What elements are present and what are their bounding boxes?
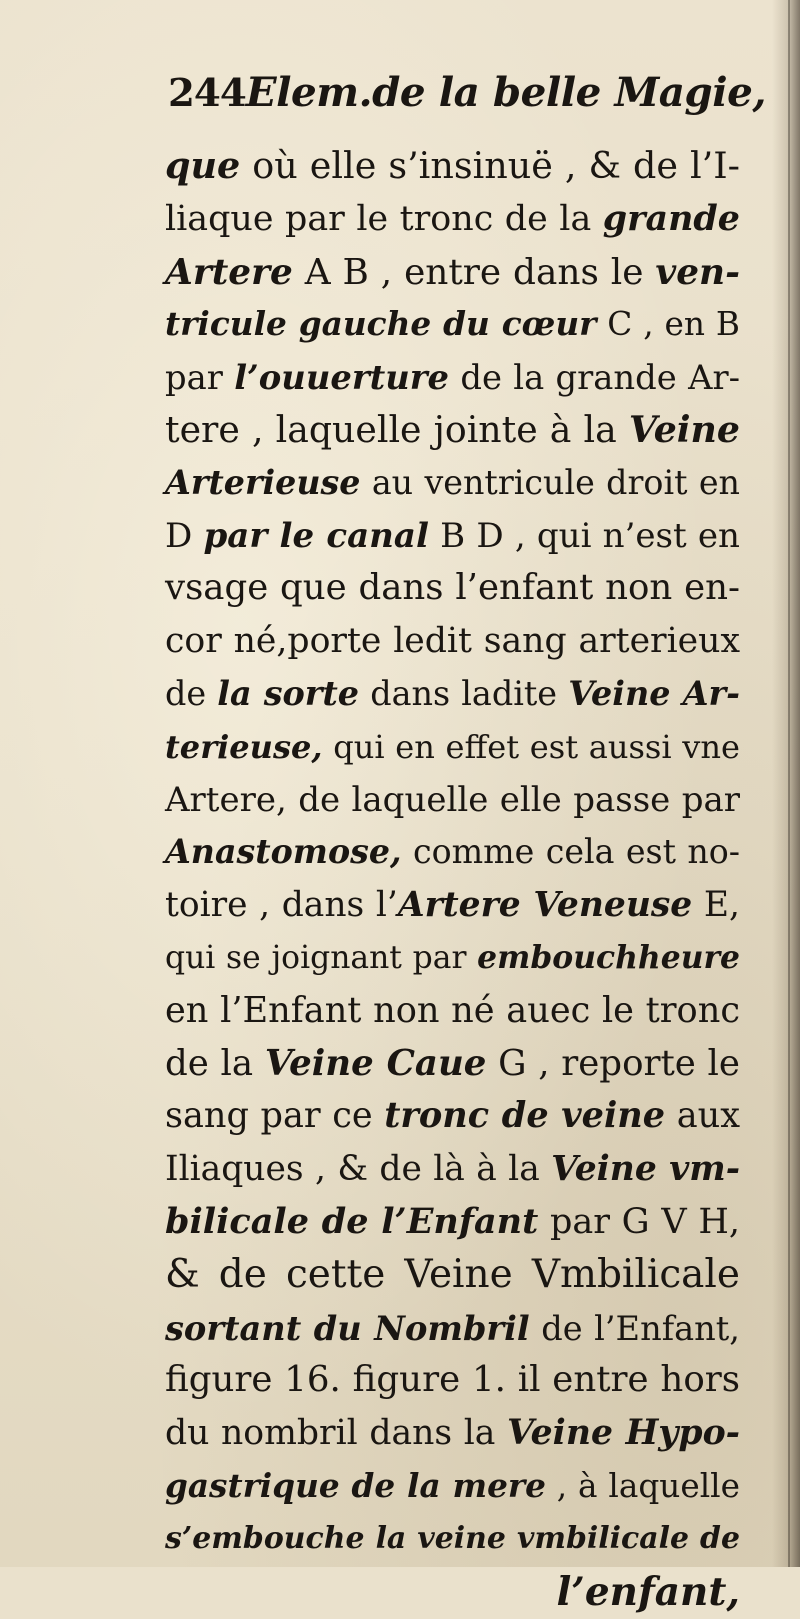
text-segment: de l’Enfant, xyxy=(529,1308,740,1348)
text-segment: G , reporte le xyxy=(486,1042,740,1084)
italic-text-segment: Anastomose, xyxy=(165,832,402,872)
italic-text-segment: que xyxy=(165,144,241,187)
italic-text-segment: tricule gauche du cœur xyxy=(165,304,597,344)
text-segment: E, xyxy=(692,885,740,926)
text-line xyxy=(165,140,740,193)
text-segment: liaque par le tronc de la xyxy=(165,198,603,239)
italic-text-segment: bilicale de l’Enfant xyxy=(165,1200,539,1242)
text-line xyxy=(165,615,740,668)
text-line xyxy=(165,774,740,827)
text-line xyxy=(165,457,740,510)
text-segment: D xyxy=(165,515,204,556)
text-segment: de la grande Ar- xyxy=(449,358,740,398)
text-line xyxy=(165,1513,740,1566)
text-line xyxy=(165,298,740,351)
italic-text-segment: terieuse, xyxy=(165,727,323,766)
italic-text-segment: gastrique de la mere xyxy=(165,1465,546,1505)
text-segment: Artere, de laquelle elle passe par xyxy=(165,779,740,820)
text-line xyxy=(165,1354,740,1407)
italic-text-segment: tronc de veine xyxy=(384,1095,666,1137)
text-line xyxy=(165,1143,740,1196)
italic-text-segment: grande xyxy=(602,197,740,239)
text-segment: de la xyxy=(165,1042,265,1084)
text-segment: du nombril dans la xyxy=(165,1413,508,1454)
italic-text-segment: l’enfant, xyxy=(556,1568,740,1615)
text-line xyxy=(165,721,740,774)
italic-text-segment: ven- xyxy=(655,250,740,293)
italic-text-segment: Veine Caue xyxy=(264,1042,487,1084)
italic-text-segment: Artere xyxy=(165,250,293,293)
italic-text-segment: par le canal xyxy=(203,515,429,556)
text-line xyxy=(165,985,740,1038)
text-segment: , à laquelle xyxy=(545,1466,740,1505)
body-text xyxy=(165,140,740,1618)
italic-text-segment: Veine Hypo- xyxy=(507,1413,740,1454)
page-header xyxy=(168,68,766,138)
italic-text-segment: sortant du Nombril xyxy=(165,1307,530,1348)
binding-gutter-shadow xyxy=(772,0,800,1567)
text-line xyxy=(165,351,740,404)
text-line xyxy=(165,932,740,985)
italic-text-segment: la sorte xyxy=(217,673,360,713)
text-line xyxy=(165,1407,740,1460)
text-line xyxy=(165,510,740,563)
text-segment: vsage que dans l’enfant non en- xyxy=(165,567,740,609)
text-segment: Iliaques , & de là à la xyxy=(165,1149,552,1190)
text-line xyxy=(165,1090,740,1143)
text-segment: B D , qui n’est en xyxy=(428,515,740,556)
text-line xyxy=(165,246,740,299)
text-segment: de xyxy=(165,673,218,713)
text-line xyxy=(165,193,740,246)
text-segment: dans ladite xyxy=(359,673,569,713)
text-segment: C , en B xyxy=(596,305,740,344)
text-segment: sang par ce xyxy=(165,1095,385,1137)
text-line xyxy=(165,826,740,879)
italic-text-segment: Veine Ar- xyxy=(568,673,740,713)
text-segment: en l’Enfant non né auec le tronc xyxy=(165,989,740,1031)
italic-text-segment: l’ouuerture xyxy=(234,357,450,398)
italic-text-segment: s’embouche la veine vmbilicale de xyxy=(165,1520,740,1556)
text-line xyxy=(165,1038,740,1091)
text-segment: au ventricule droit en xyxy=(360,462,740,502)
italic-text-segment: embouchheure xyxy=(477,939,740,976)
text-segment: par xyxy=(165,358,235,398)
text-segment: aux xyxy=(665,1095,740,1137)
italic-text-segment: Arterieuse xyxy=(165,462,361,502)
text-line xyxy=(165,1196,740,1249)
text-line xyxy=(165,562,740,615)
text-line xyxy=(165,1460,740,1513)
text-segment: comme cela est no- xyxy=(401,832,740,872)
text-line xyxy=(165,668,740,721)
text-line xyxy=(165,1566,740,1619)
text-segment: qui en effet est aussi vne xyxy=(322,727,740,766)
text-line xyxy=(165,1249,740,1302)
running-head: Elem.de la belle Magie, xyxy=(245,68,766,116)
page-number: 244 xyxy=(168,71,246,116)
binding-gutter-edge xyxy=(788,0,790,1567)
text-segment: qui se joignant par xyxy=(165,939,478,976)
italic-text-segment: Veine vm- xyxy=(551,1149,740,1190)
text-segment: par G V H, xyxy=(538,1200,740,1242)
text-line xyxy=(165,404,740,457)
text-segment: A B , entre dans le xyxy=(292,251,656,293)
italic-text-segment: Veine xyxy=(628,407,740,451)
text-line xyxy=(165,879,740,932)
text-segment: toire , dans l’ xyxy=(165,885,398,926)
italic-text-segment: Artere Veneuse xyxy=(397,885,693,926)
text-segment: figure 16. figure 1. il entre hors xyxy=(165,1359,740,1401)
text-segment: tere , laquelle jointe à la xyxy=(165,407,629,451)
text-line xyxy=(165,1302,740,1355)
text-segment: cor né,porte ledit sang arterieux xyxy=(165,621,740,662)
text-segment: où elle s’insinuë , & de l’I- xyxy=(240,144,740,187)
text-segment: & de cette Veine Vmbilicale xyxy=(165,1251,740,1297)
